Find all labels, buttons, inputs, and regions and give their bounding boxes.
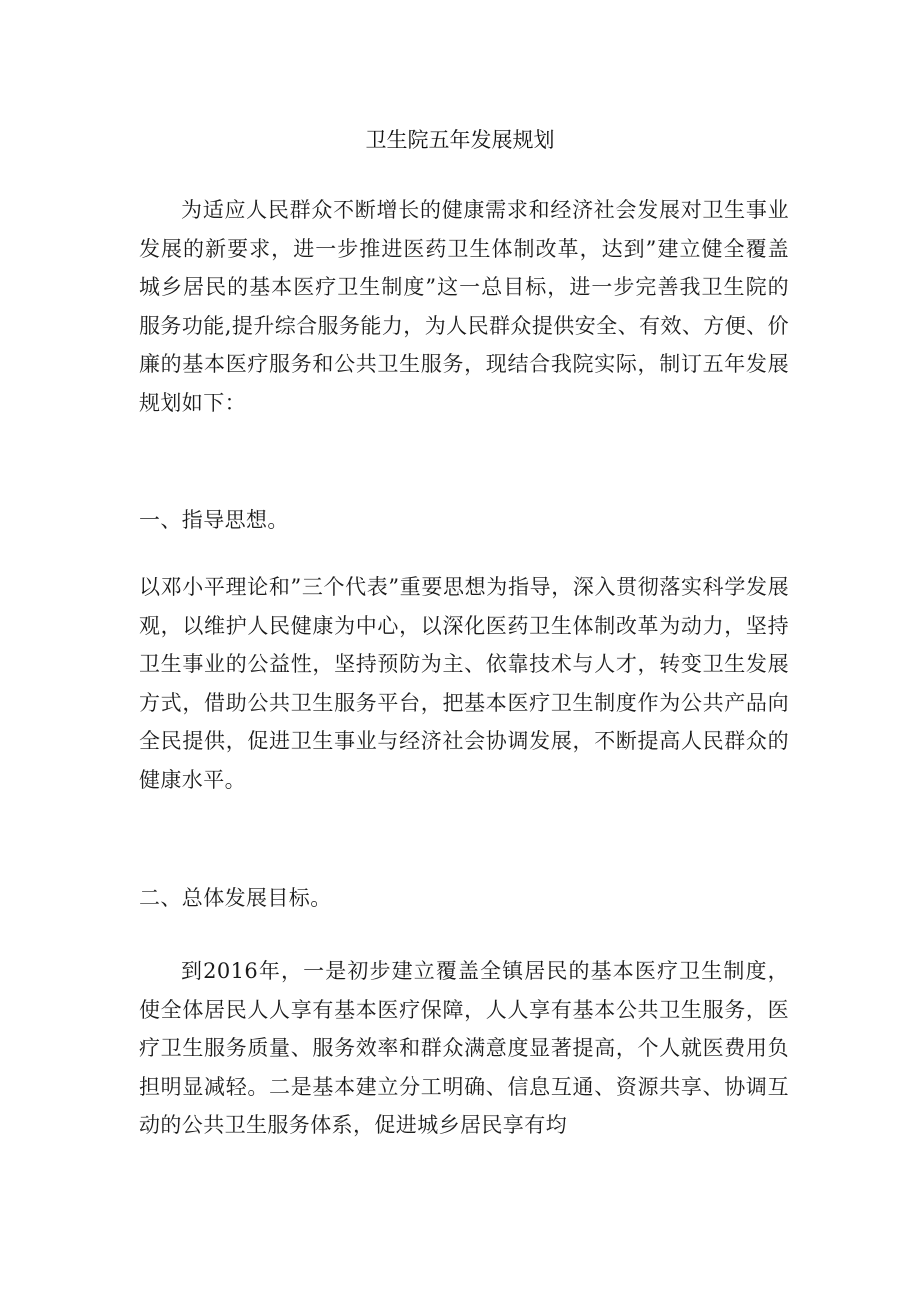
- section-heading-guiding-ideology: 一、指导思想。: [139, 508, 289, 532]
- intro-paragraph: 为适应人民群众不断增长的健康需求和经济社会发展对卫生事业发展的新要求，进一步推进医药卫生体制改革，达到”建立健全覆盖城乡居民的基本医疗卫生制度”这一总目标，进一步完善我卫生院的服务功能,提升综合服务能力，为人民群众提供安全、有效、方便、价廉的基本医疗服务和公共卫生服务，现结合我院实际，制订五年发展规划如下：: [139, 198, 789, 415]
- overall-goals-paragraph: 到2016年，一是初步建立覆盖全镇居民的基本医疗卫生制度，使全体居民人人享有基本医疗保障，人人享有基本公共卫生服务，医疗卫生服务质量、服务效率和群众满意度显著提高，个人就医费用负担明显减轻。二是基本建立分工明确、信息互通、资源共享、协调互动的公共卫生服务体系，促进城乡居民享有均: [139, 959, 789, 1138]
- document-title: 卫生院五年发展规划: [365, 128, 555, 152]
- guiding-ideology-paragraph: 以邓小平理论和”三个代表”重要思想为指导，深入贯彻落实科学发展观，以维护人民健康为中心，以深化医药卫生体制改革为动力，坚持卫生事业的公益性，坚持预防为主、依靠技术与人才，转变卫生发展方式，借助公共卫生服务平台，把基本医疗卫生制度作为公共产品向全民提供，促进卫生事业与经济社会协调发展，不断提高人民群众的健康水平。: [139, 575, 789, 792]
- section-heading-overall-goals: 二、总体发展目标。: [139, 886, 332, 910]
